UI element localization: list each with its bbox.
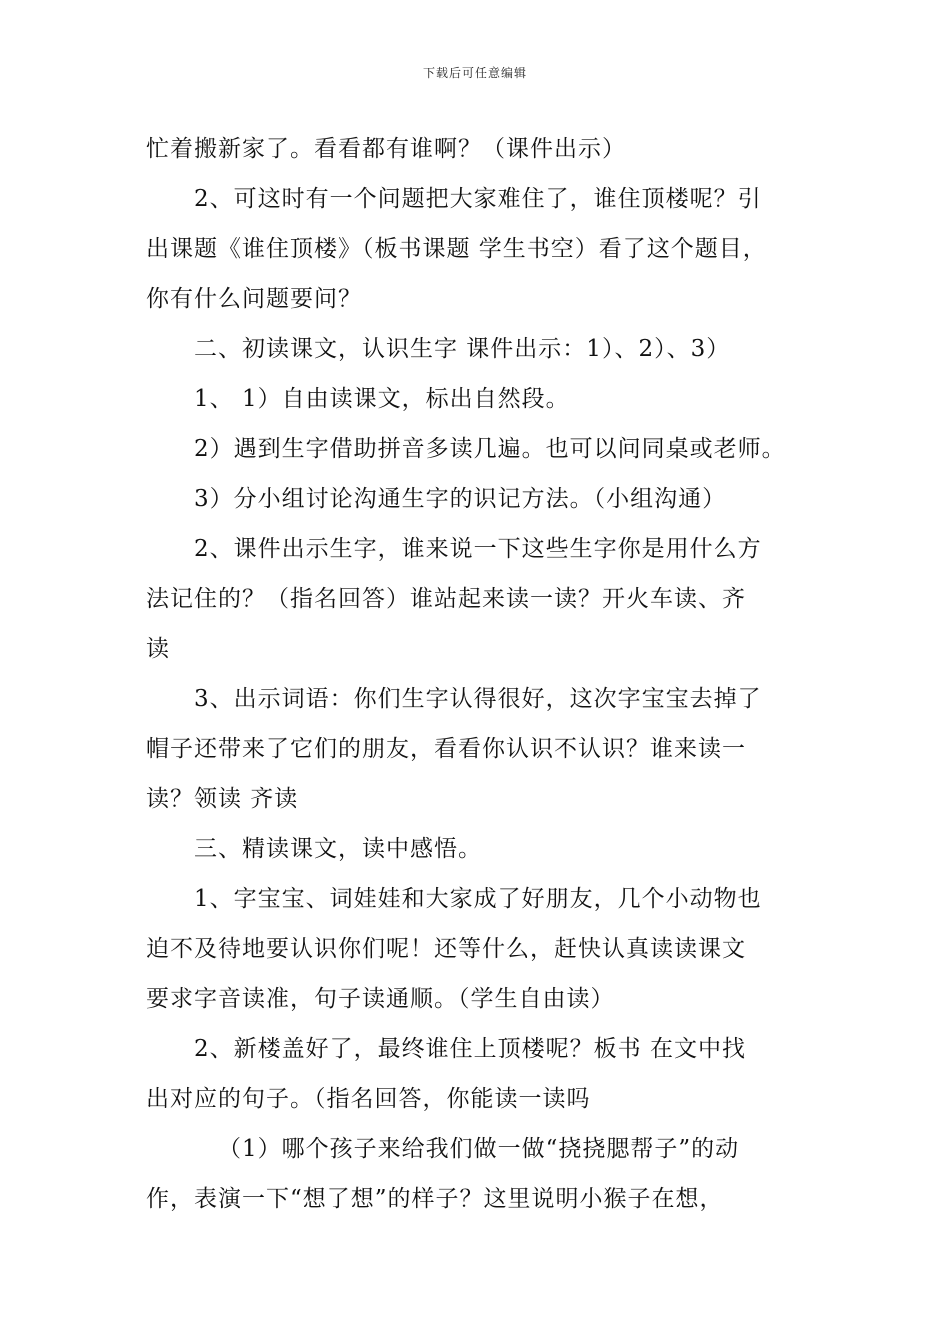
text-line-1: 忙着搬新家了。看看都有谁啊？（课件出示） bbox=[146, 136, 626, 162]
text-line-15: 三、精读课文，读中感悟。 bbox=[194, 836, 482, 862]
text-line-9: 2、课件出示生字，谁来说一下这些生字你是用什么方 bbox=[194, 536, 762, 562]
text-line-16: 1、字宝宝、词娃娃和大家成了好朋友，几个小动物也 bbox=[194, 886, 762, 912]
text-line-17: 迫不及待地要认识你们呢！还等什么，赶快认真读读课文 bbox=[146, 936, 746, 962]
text-line-5: 二、初读课文，认识生字 课件出示：1）、2）、3） bbox=[194, 336, 731, 362]
text-line-13: 帽子还带来了它们的朋友，看看你认识不认识？谁来读一 bbox=[146, 736, 746, 762]
page-header: 下载后可任意编辑 bbox=[422, 66, 527, 80]
text-line-10: 法记住的？（指名回答）谁站起来读一读？开火车读、齐 bbox=[146, 586, 746, 612]
text-line-8: 3）分小组讨论沟通生字的识记方法。（小组沟通） bbox=[194, 486, 727, 512]
text-line-6: 1、 1）自由读课文，标出自然段。 bbox=[194, 386, 570, 412]
text-line-2: 2、可这时有一个问题把大家难住了，谁住顶楼呢？引 bbox=[194, 186, 762, 212]
text-line-14: 读？领读 齐读 bbox=[146, 786, 299, 812]
text-line-3: 出课题《谁住顶楼》（板书课题 学生书空）看了这个题目， bbox=[146, 236, 767, 262]
text-line-18: 要求字音读准，句子读通顺。（学生自由读） bbox=[146, 986, 615, 1012]
text-line-21: （1）哪个孩子来给我们做一做“挠挠腮帮子”的动 bbox=[218, 1136, 740, 1162]
text-line-22: 作，表演一下“想了想”的样子？这里说明小猴子在想， bbox=[146, 1186, 724, 1212]
text-line-19: 2、新楼盖好了，最终谁住上顶楼呢？板书 在文中找 bbox=[194, 1036, 746, 1062]
text-line-4: 你有什么问题要问？ bbox=[146, 286, 362, 312]
text-line-11: 读 bbox=[146, 636, 170, 662]
text-line-20: 出对应的句子。（指名回答，你能读一读吗 bbox=[146, 1086, 591, 1112]
text-line-12: 3、出示词语：你们生字认得很好，这次字宝宝去掉了 bbox=[194, 686, 762, 712]
text-line-7: 2）遇到生字借助拼音多读几遍。也可以问同桌或老师。 bbox=[194, 436, 786, 462]
